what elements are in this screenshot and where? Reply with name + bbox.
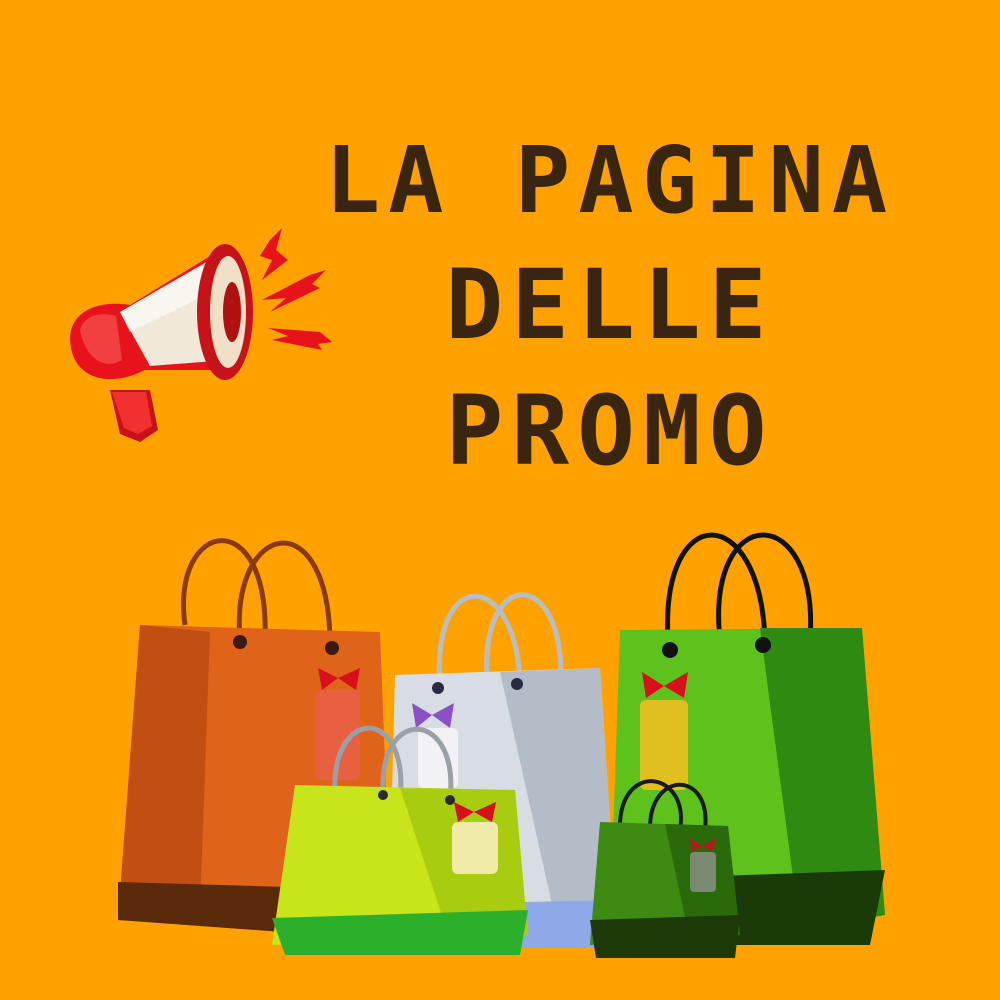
price-tag-icon xyxy=(640,700,688,790)
shopping-bags-illustration xyxy=(0,500,1000,1000)
price-tag-icon xyxy=(452,822,498,874)
headline-line-3: PROMO xyxy=(445,375,775,487)
headline xyxy=(300,127,920,487)
headline-line-1: LA PAGINA xyxy=(324,127,896,234)
price-tag-icon xyxy=(690,852,716,892)
headline-line-2: DELLE xyxy=(445,249,775,361)
